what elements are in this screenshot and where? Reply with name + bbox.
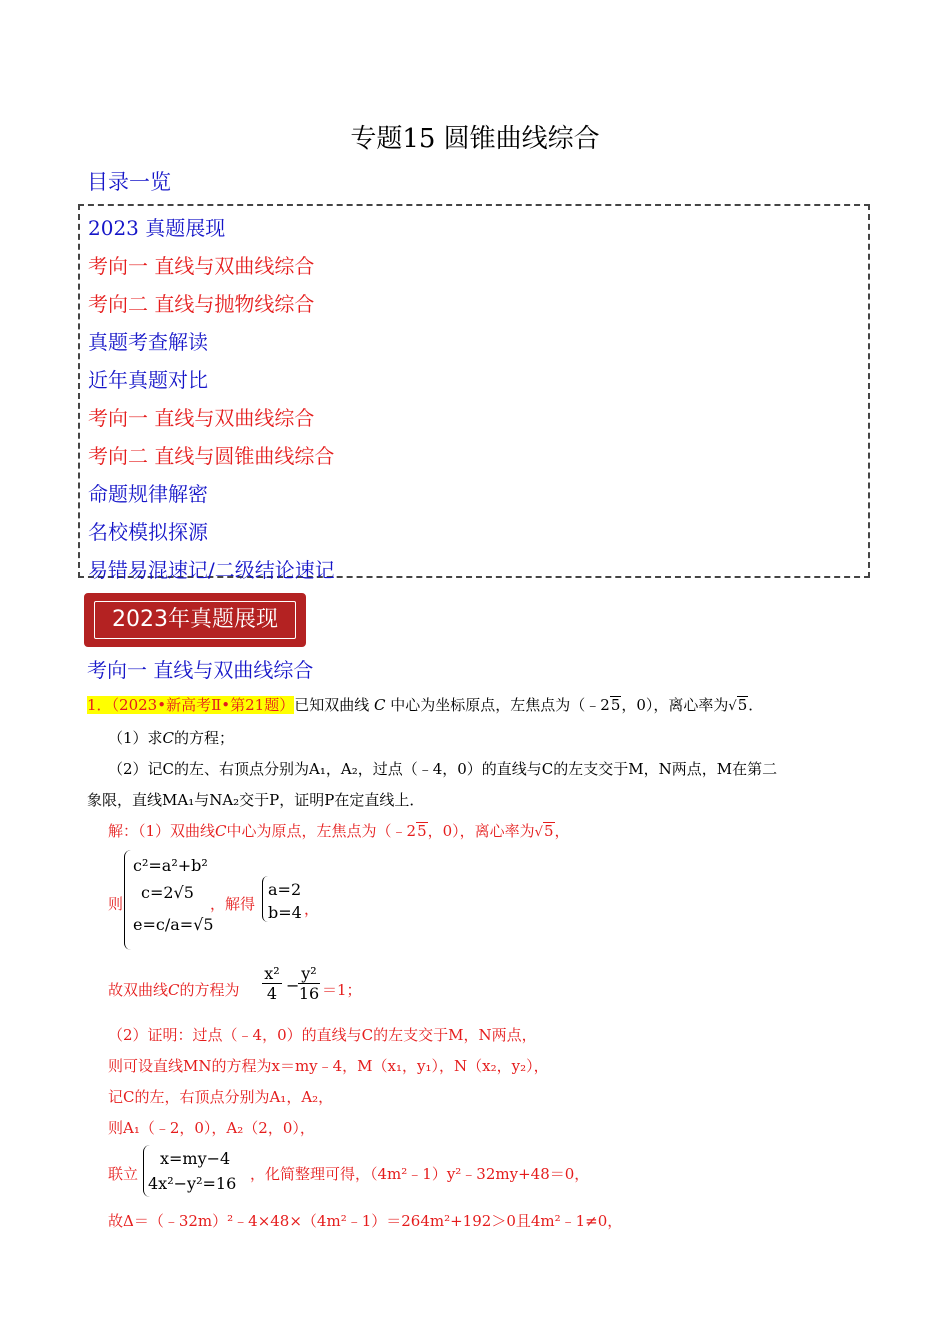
system-eq: c=2√5 [141,883,194,902]
system-eq: 4x²−y²=16 [148,1174,237,1193]
question-2-line1: （2）记C的左、右顶点分别为A₁，A₂，过点（﹣4，0）的直线与C的左支交于M，N两点，M在第二 [108,760,778,778]
question-1: （1）求C的方程； [108,729,235,747]
toc-box [78,204,870,582]
proof-line: 则可设直线MN的方程为x＝my﹣4，M（x₁，y₁），N（x₂，y₂）， [108,1057,549,1075]
toc-item[interactable]: 考向二 直线与圆锥曲线综合 [88,444,335,468]
toc-item[interactable]: 考向二 直线与抛物线综合 [88,292,315,316]
simplify-line: ，化简整理可得，（4m²﹣1）y²﹣32my+48＝0， [250,1165,590,1183]
then-label: 则 [108,895,124,913]
proof-line: 则A₁（﹣2，0），A₂（2，0）， [108,1119,315,1137]
conclusion-line: 故双曲线C的方程为 [108,981,240,999]
section-banner [84,593,306,647]
toc-heading: 目录一览 [87,170,171,194]
comma: ， [304,900,320,918]
solution-line: 解：（1）双曲线C中心为原点，左焦点为（﹣25，0），离心率为√5， [108,822,570,840]
minus-sign: − [286,976,300,995]
system-brace [124,850,131,950]
proof-line: （2）证明：过点（﹣4，0）的直线与C的左支交于M，N两点， [108,1026,537,1044]
frac-y: y² 16 [298,964,320,1003]
banner-label: 2023年真题展现 [94,601,296,639]
section-heading: 考向一 直线与双曲线综合 [87,658,314,682]
frac-x: x² 4 [262,964,282,1003]
toc-item[interactable]: 考向一 直线与双曲线综合 [88,254,315,278]
solve-label: ，解得 [210,895,256,913]
page-title: 专题15 圆锥曲线综合 [350,124,600,154]
proof-line: 记C的左，右顶点分别为A₁，A₂， [108,1088,334,1106]
system-eq: c²=a²+b² [133,856,208,875]
toc-item[interactable]: 考向一 直线与双曲线综合 [88,406,315,430]
delta-line: 故Δ＝（﹣32m）²﹣4×48×（4m²﹣1）＝264m²+192＞0且4m²﹣1≠0， [108,1212,623,1230]
toc-item[interactable]: 易错易混速记/二级结论速记 [88,558,335,582]
toc-item[interactable]: 名校模拟探源 [88,520,208,544]
toc-item[interactable]: 命题规律解密 [88,482,208,506]
toc-item[interactable]: 真题考查解读 [88,330,208,354]
problem-number: 1． [87,696,112,714]
question-2-line2: 象限，直线MA₁与NA₂交于P，证明P在定直线上． [87,791,425,809]
toc-item[interactable]: 近年真题对比 [88,368,208,392]
problem-line: 1．（2023•新高考Ⅱ•第21题）已知双曲线 C 中心为坐标原点，左焦点为（﹣25，0），离心率为√5． [87,696,764,714]
lian-label: 联立 [108,1165,139,1183]
equals-one: ＝1； [322,981,362,999]
system-eq: b=4 [268,903,302,922]
system-eq: a=2 [268,880,302,899]
toc-item[interactable]: 2023 真题展现 [88,216,226,240]
problem-source: （2023•新高考Ⅱ•第21题） [111,696,295,714]
system-eq: x=my−4 [160,1149,231,1168]
system-eq: e=c/a=√5 [133,915,214,934]
